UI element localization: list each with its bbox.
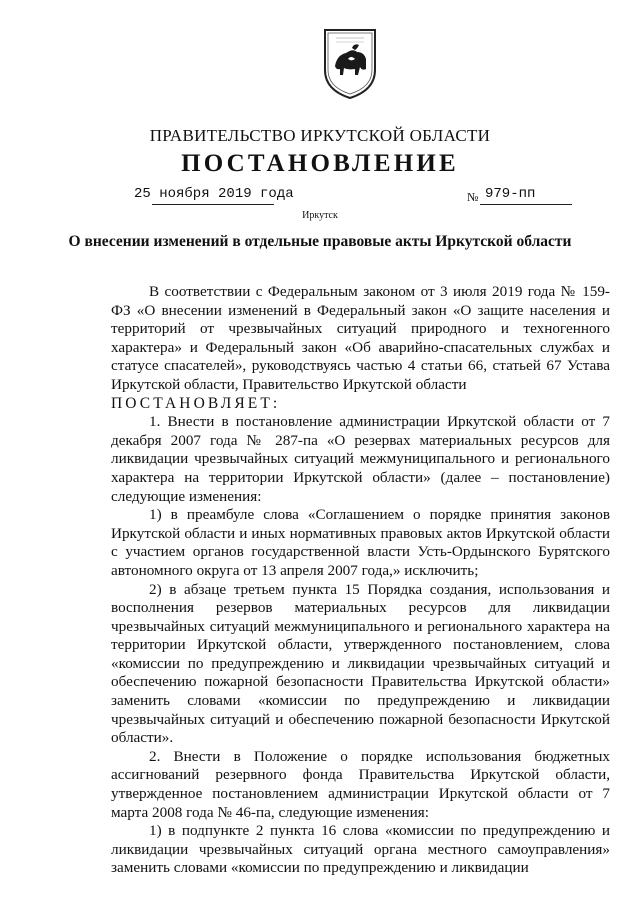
body-paragraph: 2. Внести в Положение о порядке использования бюджетных ассигнований резервного фонда Правительства Иркутской области, утвержденное постановлением администрации Иркутской области от 7 марта 2008 года № 46-па, следующие изменения: [111,747,610,821]
coat-of-arms-icon [322,26,378,100]
city-name: Иркутск [302,210,338,221]
number-sign: № [467,190,479,204]
document-body [111,283,610,878]
date-underline [152,204,274,205]
document-title: О внесении изменений в отдельные правовые акты Иркутской области [68,233,572,250]
document-date: 25 ноября 2019 года [134,186,294,202]
document-number: 979-пп [485,186,536,202]
document-type: ПОСТАНОВЛЕНИЕ [181,150,459,177]
preamble-paragraph: В соответствии с Федеральным законом от 3 июля 2019 года № 159-ФЗ «О внесении изменений в Федеральный закон «О защите населения и территорий от чрезвычайных ситуаций природного и техногенного характера» и Федеральный закон «Об аварийно-спасательных службах и статусе спасателей», руководствуясь частью 4 статьи 66, статьей 67 Устава Иркутской области, Правительство Иркутской области [111,283,610,393]
body-paragraph: 1) в подпункте 2 пункта 16 слова «комиссии по предупреждению и ликвидации чрезвычайных ситуаций органа местного самоуправления» заменить словами «комиссии по предупреждению и ликвидации [111,822,610,877]
resolves-heading: ПОСТАНОВЛЯЕТ: [111,394,281,412]
body-paragraph: 1. Внести в постановление администрации Иркутской области от 7 декабря 2007 года № 287-па «О резервах материальных ресурсов для ликвидации чрезвычайных ситуаций межмуниципального и регионального характера на территории Иркутской области» (далее – постановление) следующие изменения: [111,413,610,505]
number-underline [480,204,572,205]
body-paragraph: 2) в абзаце третьем пункта 15 Порядка создания, использования и восполнения резервов материальных ресурсов для ликвидации чрезвычайных ситуаций межмуниципального и регионального характера на территории Иркутской области, утвержденного постановлением, слова «комиссии по предупреждению и ликвидации чрезвычайных ситуаций и обеспечению пожарной безопасности Правительства Иркутской области» заменить словами «комиссии по предупреждению и ликвидации чрезвычайных ситуаций и обеспечению пожарной безопасности Иркутской области». [111,580,610,747]
body-paragraph: 1) в преамбуле слова «Соглашением о порядке принятия законов Иркутской области и иных нормативных правовых актов Иркутской области с участием органов государственной власти Усть-Ордынского Бурятского автономного округа от 13 апреля 2007 года,» исключить; [111,506,610,579]
authority-name: ПРАВИТЕЛЬСТВО ИРКУТСКОЙ ОБЛАСТИ [149,126,491,145]
